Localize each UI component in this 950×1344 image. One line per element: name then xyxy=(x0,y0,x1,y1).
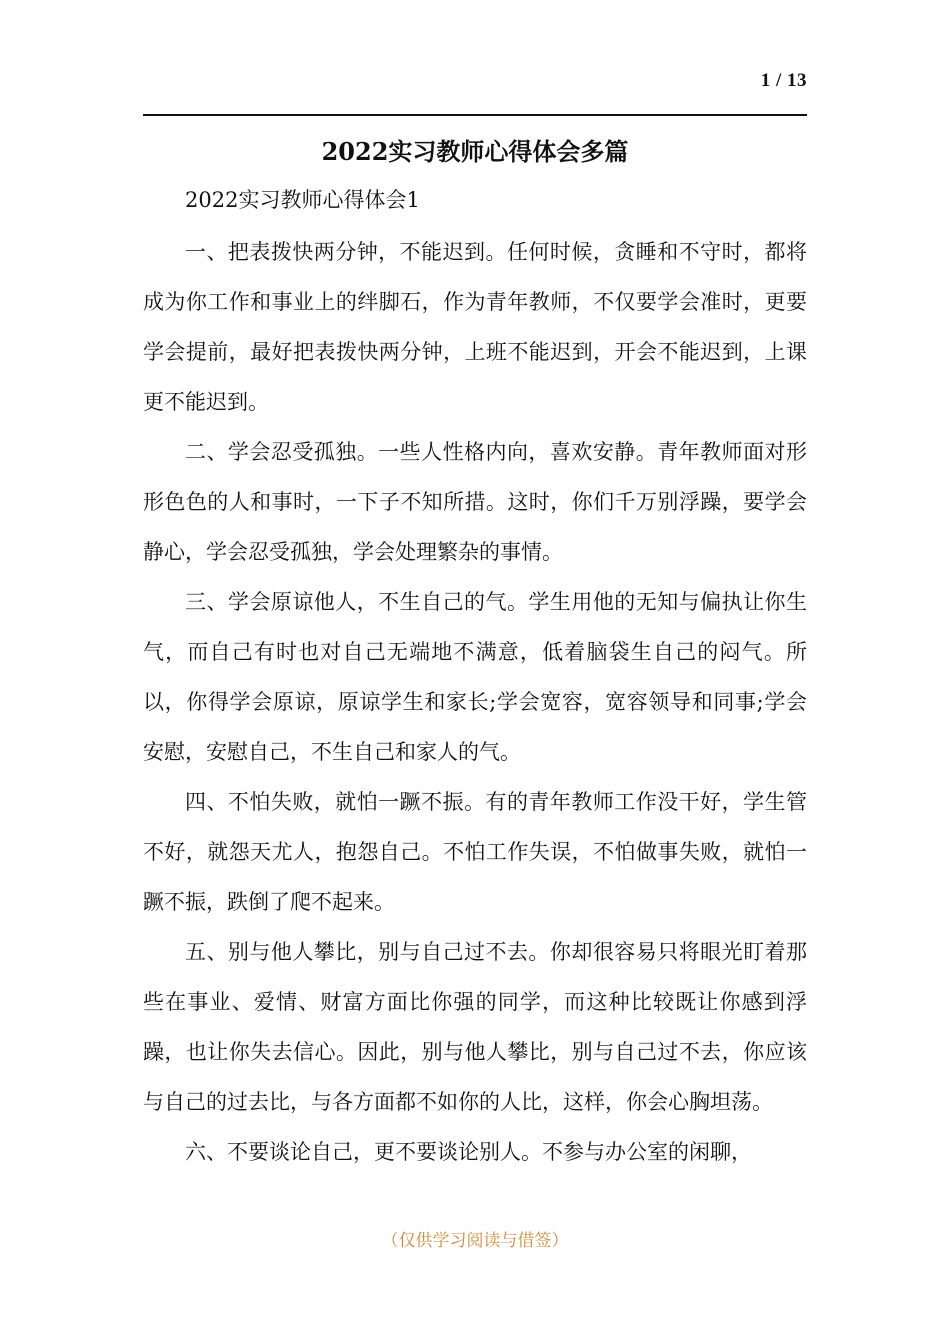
header-divider xyxy=(143,114,807,116)
paragraph: 二、学会忍受孤独。一些人性格内向，喜欢安静。青年教师面对形形色色的人和事时，一下子不知所措。这时，你们千万别浮躁，要学会静心，学会忍受孤独，学会处理繁杂的事情。 xyxy=(143,440,807,564)
document-body xyxy=(143,181,807,1177)
paragraph: 三、学会原谅他人，不生自己的气。学生用他的无知与偏执让你生气，而自己有时也对自己无端地不满意，低着脑袋生自己的闷气。所以，你得学会原谅，原谅学生和家长;学会宽容，宽容领导和同事;学会安慰，安慰自己，不生自己和家人的气。 xyxy=(143,590,807,764)
section-subtitle: 2022实习教师心得体会1 xyxy=(185,188,420,212)
paragraph: 六、不要谈论自己，更不要谈论别人。不参与办公室的闲聊， xyxy=(185,1140,752,1164)
paragraph: 四、不怕失败，就怕一蹶不振。有的青年教师工作没干好，学生管不好，就怨天尤人，抱怨自己。不怕工作失误，不怕做事失败，就怕一蹶不振，跌倒了爬不起来。 xyxy=(143,790,807,914)
paragraph: 五、别与他人攀比，别与自己过不去。你却很容易只将眼光盯着那些在事业、爱情、财富方面比你强的同学，而这种比较既让你感到浮躁，也让你失去信心。因此，别与他人攀比，别与自己过不去，你应该与自己的过去比，与各方面都不如你的人比，这样，你会心胸坦荡。 xyxy=(143,940,807,1114)
page-number: 1 / 13 xyxy=(760,70,807,91)
paragraph: 一、把表拨快两分钟，不能迟到。任何时候，贪睡和不守时，都将成为你工作和事业上的绊脚石，作为青年教师，不仅要学会准时，更要学会提前，最好把表拨快两分钟，上班不能迟到，开会不能迟到，上课更不能迟到。 xyxy=(143,240,807,414)
document-title: 2022实习教师心得体会多篇 xyxy=(321,137,629,166)
footer-notice: （仅供学习阅读与借签） xyxy=(381,1231,569,1251)
